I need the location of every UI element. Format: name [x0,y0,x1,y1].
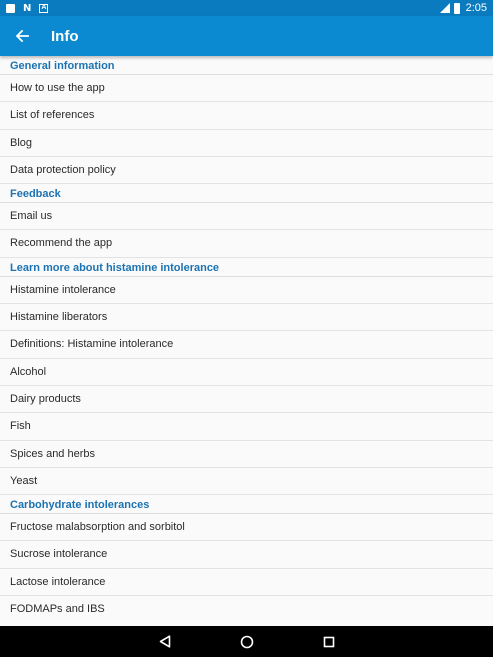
list-item-recommend[interactable]: Recommend the app [0,230,493,257]
list-item-email-us[interactable]: Email us [0,203,493,230]
status-system [440,2,487,14]
list-item-data-protection[interactable]: Data protection policy [0,157,493,184]
list-item-sucrose[interactable]: Sucrose intolerance [0,541,493,568]
back-button[interactable] [0,16,44,56]
a-app-icon: A [41,3,47,11]
battery-icon [454,3,460,14]
list-item-how-to-use[interactable]: How to use the app [0,75,493,102]
arrow-left-icon [15,29,29,43]
nav-home-button[interactable] [237,632,257,652]
list-item-spices[interactable]: Spices and herbs [0,441,493,468]
section-header-histamine: Learn more about histamine intolerance [0,258,493,277]
section-header-general: General information [0,56,493,75]
status-notifications [6,3,48,14]
nav-back-button[interactable] [155,632,175,652]
signal-icon [440,3,450,13]
info-list [0,56,493,626]
list-item-lactose[interactable]: Lactose intolerance [0,569,493,596]
notification-box-icon [6,4,15,13]
n-app-icon: N [23,2,32,14]
list-item-fodmaps[interactable]: FODMAPs and IBS [10,603,105,616]
nav-recents-button[interactable] [319,632,339,652]
list-item-dairy[interactable]: Dairy products [0,386,493,413]
list-item-definitions[interactable]: Definitions: Histamine intolerance [0,331,493,358]
system-nav-bar [0,626,493,657]
section-header-feedback: Feedback [0,184,493,203]
page-title: Info [51,27,79,45]
status-time: 2:05 [465,2,487,14]
recents-square-icon [323,636,335,648]
list-item-references[interactable]: List of references [0,102,493,129]
list-item-blog[interactable]: Blog [0,130,493,157]
list-item-histamine-liberators[interactable]: Histamine liberators [0,304,493,331]
list-item-histamine-intolerance[interactable]: Histamine intolerance [0,277,493,304]
list-item-yeast[interactable]: Yeast [0,468,493,495]
section-header-carbohydrate: Carbohydrate intolerances [0,495,493,514]
list-item-fish[interactable]: Fish [0,413,493,440]
status-bar [0,0,493,16]
list-item-fructose[interactable]: Fructose malabsorption and sorbitol [0,514,493,541]
back-triangle-icon [159,635,171,648]
home-circle-icon [240,635,254,649]
list-item-alcohol[interactable]: Alcohol [0,359,493,386]
app-bar [0,16,493,56]
